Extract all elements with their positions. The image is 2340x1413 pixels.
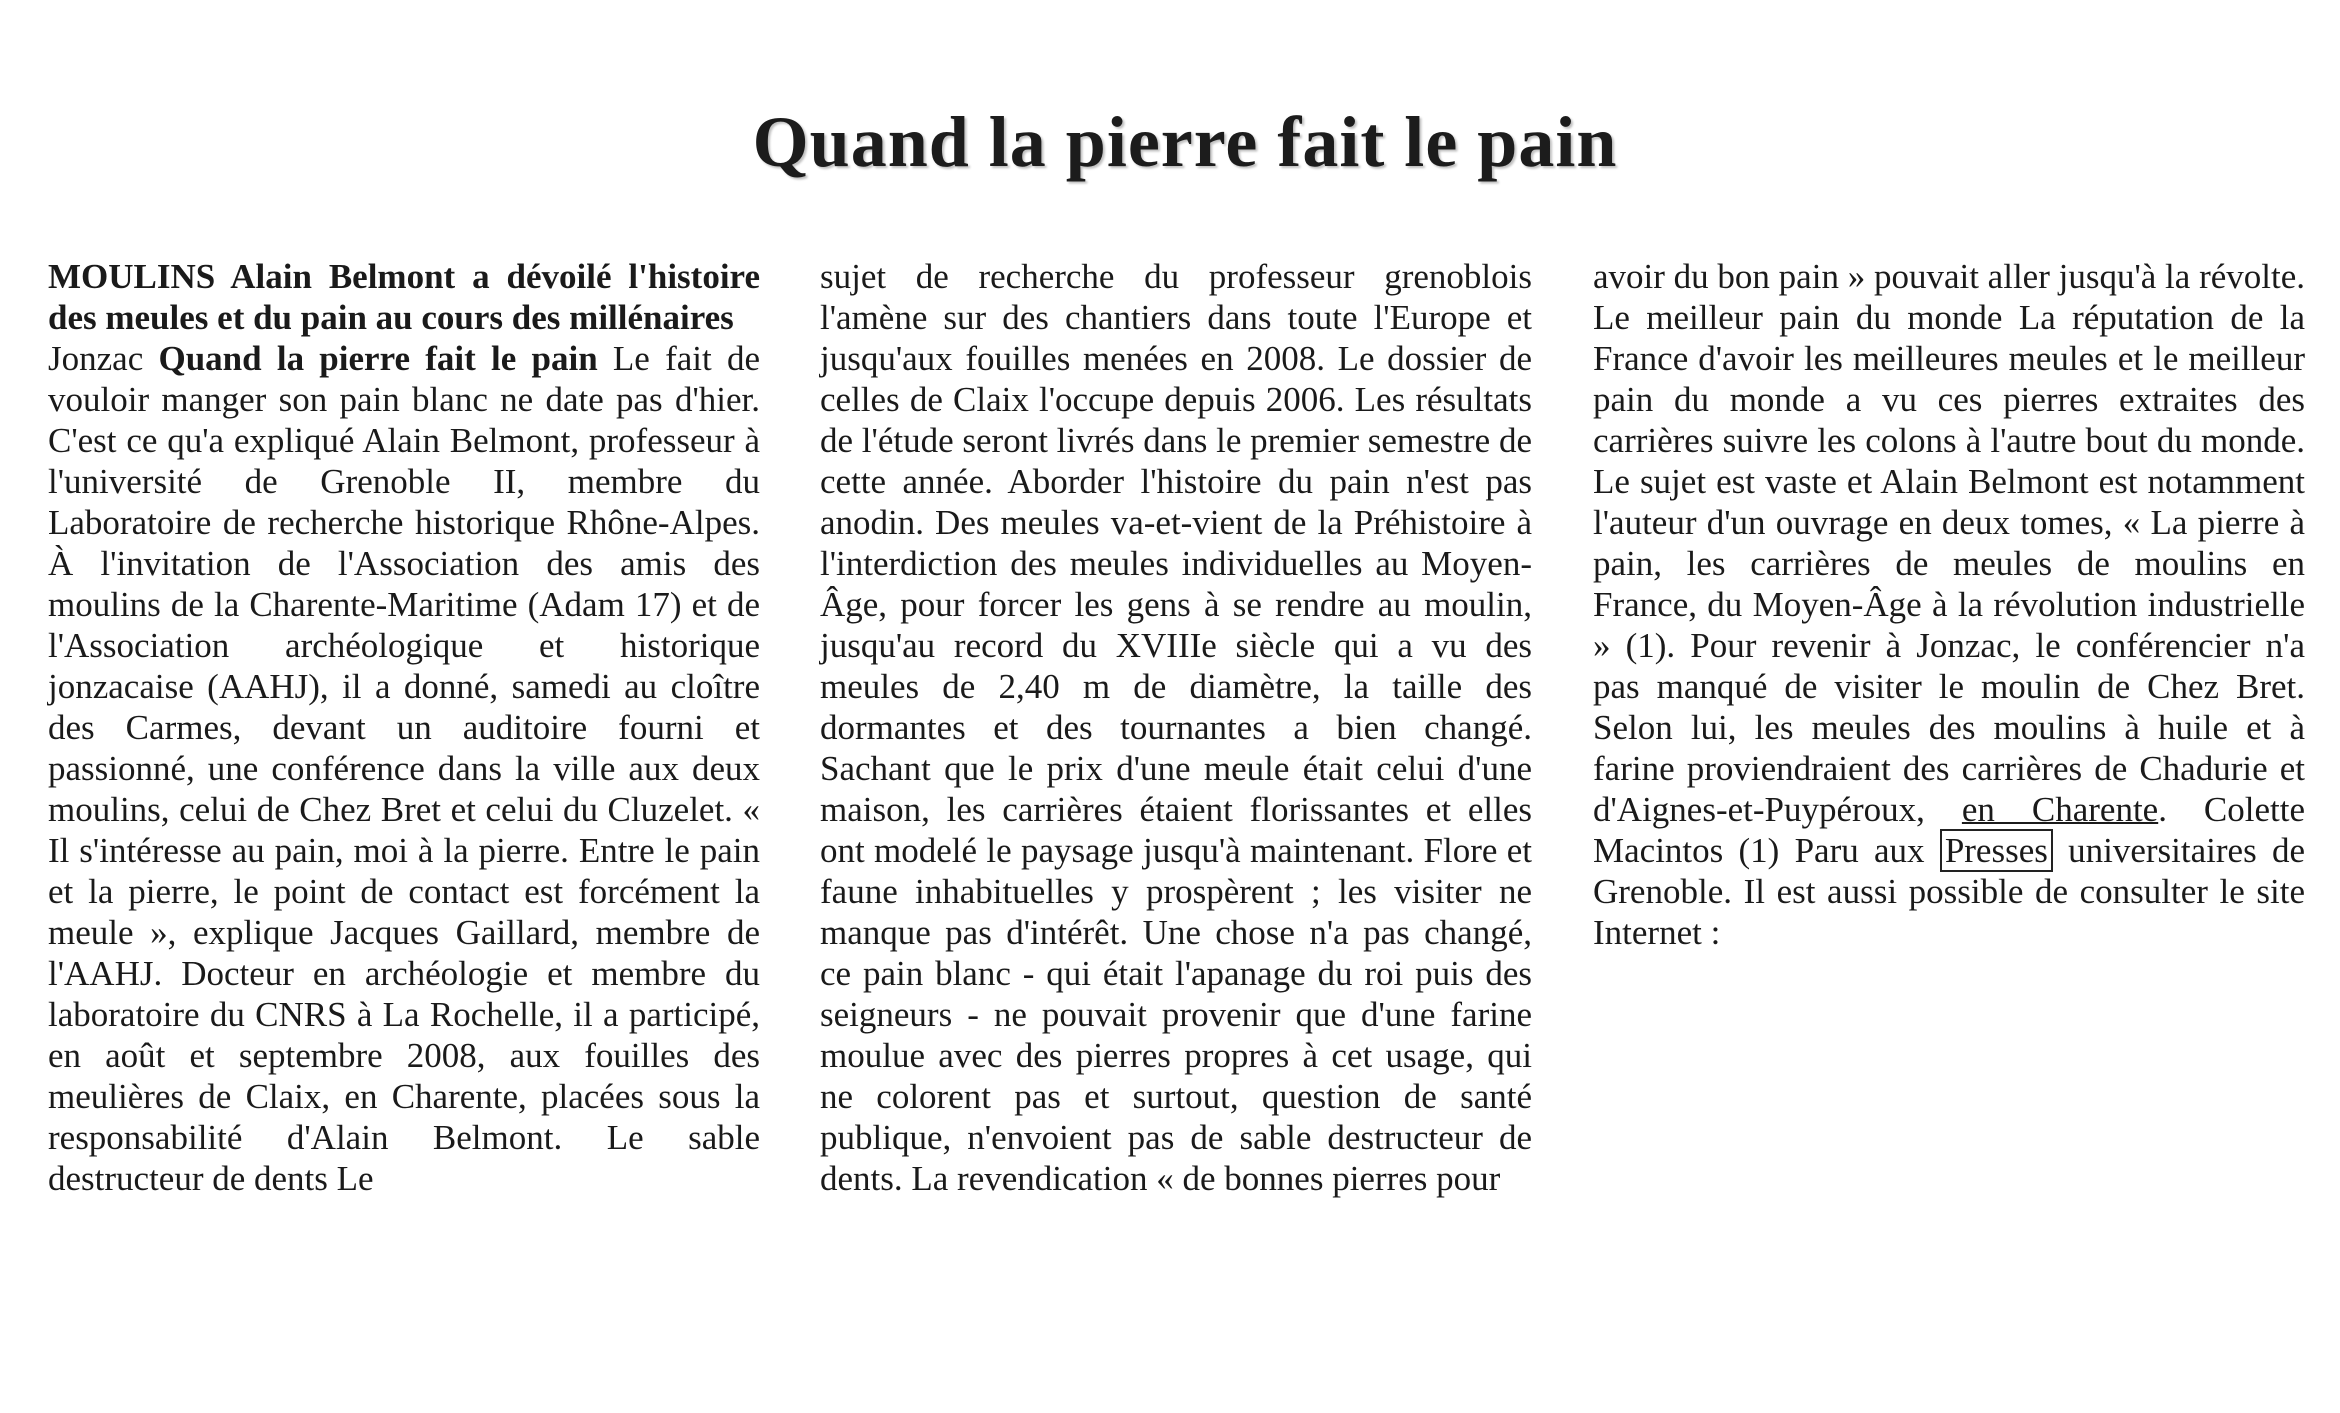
column-2-text: sujet de recherche du professeur grenoblois l'amène sur des chantiers dans toute l'Europe et jusqu'aux fouilles menées en 2008. Le dossier de celles de Claix l'occupe depuis 2006. Les résultats de l'étude seront livrés dans le premier semestre de cette année. Aborder l'histoire du pain n'est pas anodin. Des meules va-et-vient de la Préhistoire à l'interdiction des meules individuelles au Moyen-Âge, pour forcer les gens à se rendre au moulin, jusqu'au record du XVIIIe siècle qui a vu des meules de 2,40 m de diamètre, la taille des dormantes et des tournantes a bien changé. Sachant que le prix d'une meule était celui d'une maison, les carrières étaient florissantes et elles ont modelé le paysage jusqu'à maintenant. Flore et faune inhabituelles y prospèrent ; les visiter ne manque pas d'intérêt. Une chose n'a pas changé, ce pain blanc - qui était l'apanage du roi puis des seigneurs - ne pouvait provenir que d'une farine moulue avec des pierres propres à cet usage, qui ne colorent pas et surtout, question de santé publique, n'envoient pas de sable destructeur de dents. La revendication « de bonnes pierres pour — [820, 257, 1532, 1198]
boxed-word: Presses — [1940, 829, 2053, 872]
column-3-text-a: avoir du bon pain » pouvait aller jusqu'à la révolte. Le meilleur pain du monde La réputation de la France d'avoir les meilleures meules et le meilleur pain du monde a vu ces pierres extraites des carrières suivre les colons à l'autre bout du monde. Le sujet est vaste et Alain Belmont est notamment l'auteur d'un ouvrage en deux tomes, « La pierre à pain, les carrières de meules de moulins en France, du Moyen-Âge à la révolution industrielle » (1). Pour revenir à Jonzac, le conférencier n'a pas manqué de visiter le moulin de Chez Bret. Selon lui, les meules des moulins à huile et à farine proviendraient des carrières de Chadurie et d'Aignes-et-Puypéroux, — [1593, 257, 2305, 829]
column-3-text-b: . Colette Macintos (1) Paru aux — [1593, 790, 2305, 870]
column-2 — [820, 256, 1532, 1199]
column-3-body — [1593, 256, 2305, 953]
column-1 — [48, 256, 760, 1199]
column-1-text: Le fait de vouloir manger son pain blanc ne date pas d'hier. C'est ce qu'a expliqué Alain Belmont, professeur à l'université de Grenoble II, membre du Laboratoire de recherche historique Rhône-Alpes. À l'invitation de l'Association des amis des moulins de la Charente-Maritime (Adam 17) et de l'Association archéologique et historique jonzacaise (AAHJ), il a donné, samedi au cloître des Carmes, devant un auditoire fourni et passionné, une conférence dans la ville aux deux moulins, celui de Chez Bret et celui du Cluzelet. « Il s'intéresse au pain, moi à la pierre. Entre le pain et la pierre, le point de contact est forcément la meule », explique Jacques Gaillard, membre de l'AAHJ. Docteur en archéologie et membre du laboratoire du CNRS à La Rochelle, il a participé, en août et septembre 2008, aux fouilles des meulières de Claix, en Charente, placées sous la responsabilité d'Alain Belmont. Le sable destructeur de dents Le — [48, 339, 760, 1198]
column-3 — [1593, 256, 2305, 953]
dateline: Jonzac — [48, 339, 144, 378]
column-1-body — [48, 338, 760, 1199]
underlined-text: en Charente — [1961, 790, 2159, 829]
article-headline: MOULINS Alain Belmont a dévoilé l'histoire des meules et du pain au cours des millénaires — [48, 257, 760, 337]
article-title: Quand la pierre fait le pain — [752, 102, 1618, 182]
column-3-text-c: universitaires de Grenoble. Il est aussi possible de consulter le site Internet : — [1593, 831, 2305, 952]
inline-title: Quand la pierre fait le pain — [158, 339, 598, 378]
